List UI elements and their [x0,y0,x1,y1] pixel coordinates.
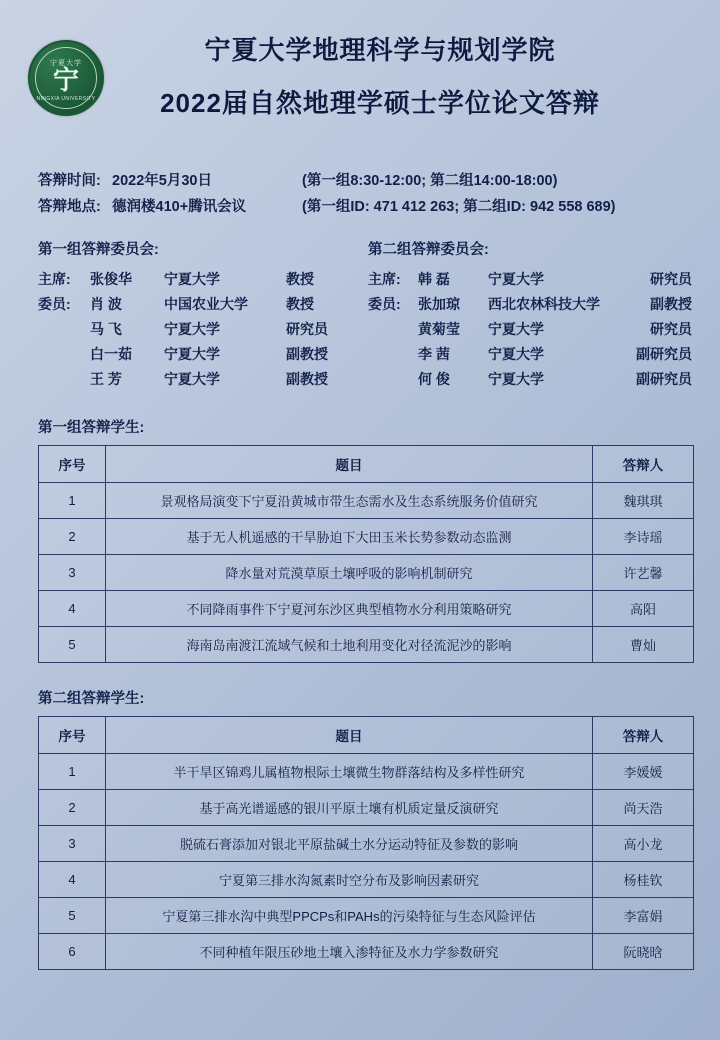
column-header-no: 序号 [39,446,106,483]
member-org: 宁夏大学 [164,321,220,337]
column-header-student: 答辩人 [593,717,694,754]
cell-title: 降水量对荒漠草原土壤呼吸的影响机制研究 [106,555,593,591]
committee-member [38,292,368,317]
place-extra: (第一组ID: 471 412 263; 第二组ID: 942 558 689) [302,199,616,215]
committee-group-2 [368,238,698,392]
table-row [39,898,694,934]
member-name: 张加琼 [418,296,460,312]
committee-member [368,367,698,392]
page-title: 宁夏大学地理科学与规划学院 [204,35,556,65]
member-org: 宁夏大学 [164,346,220,362]
member-role [368,342,418,367]
cell-student: 曹灿 [593,627,694,663]
cell-student: 许艺馨 [593,555,694,591]
cell-no: 6 [39,934,106,970]
member-role [368,367,418,392]
member-role [368,317,418,342]
member-rank: 教授 [286,296,314,312]
cell-title: 海南岛南渡江流域气候和土地利用变化对径流泥沙的影响 [106,627,593,663]
member-org: 宁夏大学 [164,371,220,387]
group-2-table [38,716,694,970]
time-label: 答辩时间: [38,173,101,189]
table-row [39,555,694,591]
cell-no: 3 [39,555,106,591]
member-name: 白一茹 [90,346,132,362]
member-name: 何 俊 [418,371,450,387]
member-name: 韩 磊 [418,271,450,287]
column-header-no: 序号 [39,717,106,754]
member-org: 宁夏大学 [488,346,544,362]
member-rank: 研究员 [650,271,692,287]
cell-no: 1 [39,483,106,519]
cell-title: 宁夏第三排水沟中典型PPCPs和PAHs的污染特征与生态风险评估 [106,898,593,934]
meta-row-time [38,168,698,194]
cell-student: 李诗瑶 [593,519,694,555]
committee-member [368,267,698,292]
table-header-row [39,446,694,483]
cell-student: 高小龙 [593,826,694,862]
member-role [38,367,90,392]
member-role: 委员: [368,296,401,312]
member-rank: 副教授 [286,346,328,362]
member-org: 宁夏大学 [164,271,220,287]
logo-en-text: NINGXIA UNIVERSITY [36,95,96,102]
committee-2-title: 第二组答辩委员会: [368,242,489,258]
committee-member [38,367,368,392]
table-row [39,790,694,826]
logo-mark: 宁 [52,65,79,96]
committee-member [38,342,368,367]
cell-title: 脱硫石膏添加对银北平原盐碱土水分运动特征及参数的影响 [106,826,593,862]
university-logo [28,40,104,116]
cell-no: 3 [39,826,106,862]
time-value: 2022年5月30日 [112,173,212,189]
group-1-heading: 第一组答辩学生: [38,420,145,436]
committee-member [368,292,698,317]
member-role [38,317,90,342]
committee-member [38,267,368,292]
member-org: 宁夏大学 [488,321,544,337]
member-org: 宁夏大学 [488,271,544,287]
committee-member [368,342,698,367]
table-row [39,934,694,970]
poster-header [22,30,698,138]
cell-student: 阮晓晗 [593,934,694,970]
cell-no: 5 [39,627,106,663]
table-header-row [39,717,694,754]
member-name: 肖 波 [90,296,122,312]
member-role: 委员: [38,296,71,312]
cell-no: 5 [39,898,106,934]
column-header-student: 答辩人 [593,446,694,483]
table-row [39,591,694,627]
member-org: 宁夏大学 [488,371,544,387]
title-block [22,30,698,120]
group-2-heading: 第二组答辩学生: [38,691,145,707]
member-name: 张俊华 [90,271,132,287]
cell-no: 4 [39,591,106,627]
cell-student: 杨桂钦 [593,862,694,898]
cell-no: 4 [39,862,106,898]
cell-student: 高阳 [593,591,694,627]
committee-member [368,317,698,342]
time-extra: (第一组8:30-12:00; 第二组14:00-18:00) [302,173,558,189]
cell-student: 魏琪琪 [593,483,694,519]
place-label: 答辩地点: [38,199,101,215]
cell-no: 2 [39,790,106,826]
cell-title: 景观格局演变下宁夏沿黄城市带生态需水及生态系统服务价值研究 [106,483,593,519]
table-row [39,483,694,519]
member-name: 王 芳 [90,371,122,387]
table-row [39,519,694,555]
member-name: 黄菊莹 [418,321,460,337]
member-org: 中国农业大学 [164,296,248,312]
member-rank: 教授 [286,271,314,287]
cell-title: 基于无人机遥感的干旱胁迫下大田玉米长势参数动态监测 [106,519,593,555]
cell-student: 尚天浩 [593,790,694,826]
cell-no: 1 [39,754,106,790]
place-value: 德润楼410+腾讯会议 [112,199,247,215]
member-role: 主席: [368,271,401,287]
logo-cn-text: 宁夏大学 [50,59,82,67]
member-name: 马 飞 [90,321,122,337]
member-role: 主席: [38,271,71,287]
column-header-title: 题目 [106,717,593,754]
cell-student: 李富娟 [593,898,694,934]
member-role [38,342,90,367]
cell-title: 不同降雨事件下宁夏河东沙区典型植物水分利用策略研究 [106,591,593,627]
committee-1-title: 第一组答辩委员会: [38,242,159,258]
group-1-table [38,445,694,663]
member-org: 西北农林科技大学 [488,296,600,312]
cell-title: 宁夏第三排水沟氮素时空分布及影响因素研究 [106,862,593,898]
cell-no: 2 [39,519,106,555]
table-row [39,862,694,898]
column-header-title: 题目 [106,446,593,483]
committee-group-1 [38,238,368,392]
committee-member [38,317,368,342]
event-meta [22,168,698,220]
committees [22,238,698,392]
table-row [39,754,694,790]
cell-title: 半干旱区锦鸡儿属植物根际土壤微生物群落结构及多样性研究 [106,754,593,790]
cell-title: 不同种植年限压砂地土壤入渗特征及水力学参数研究 [106,934,593,970]
member-name: 李 茜 [418,346,450,362]
member-rank: 副教授 [286,371,328,387]
table-row [39,826,694,862]
member-rank: 研究员 [650,321,692,337]
member-rank: 研究员 [286,321,328,337]
table-row [39,627,694,663]
meta-row-place [38,194,698,220]
cell-title: 基于高光谱遥感的银川平原土壤有机质定量反演研究 [106,790,593,826]
member-rank: 副研究员 [636,371,692,387]
member-rank: 副研究员 [636,346,692,362]
member-rank: 副教授 [650,296,692,312]
page-subtitle: 2022届自然地理学硕士学位论文答辩 [160,88,600,118]
cell-student: 李媛媛 [593,754,694,790]
